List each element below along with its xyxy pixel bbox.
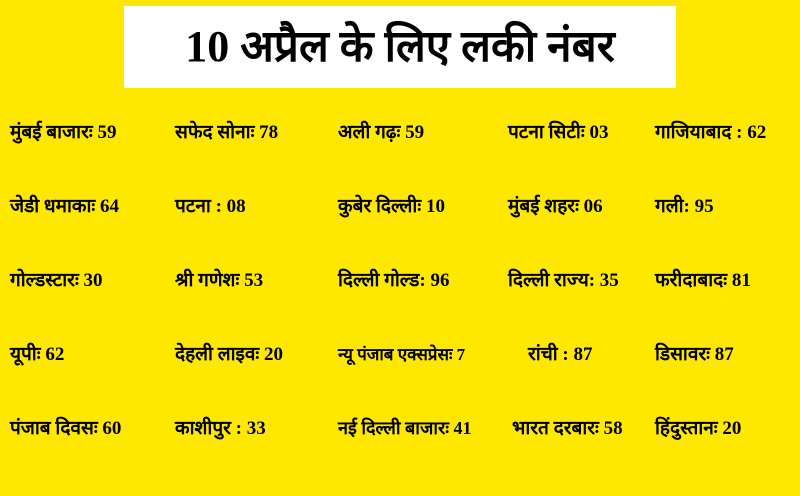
result-label: पंजाब दिवसः (10, 417, 98, 439)
result-value: 96 (430, 269, 450, 291)
result-value: 87 (714, 343, 734, 365)
result-label: गाजियाबाद : (655, 121, 743, 143)
result-label: मुंबई शहरः (508, 195, 579, 217)
result-label: गोल्डस्टारः (10, 269, 79, 291)
result-cell (528, 344, 593, 367)
title-banner (124, 6, 676, 88)
result-value: 06 (583, 195, 603, 217)
result-cell (338, 122, 424, 145)
result-value: 7 (456, 344, 466, 364)
result-cell (655, 344, 734, 367)
result-label: यूपीः (10, 343, 41, 365)
result-cell (10, 270, 103, 293)
result-cell (338, 345, 465, 365)
result-value: 81 (731, 269, 751, 291)
result-label: नई दिल्ली बाजारः (338, 418, 449, 439)
result-value: 30 (83, 269, 103, 291)
table-row (0, 244, 800, 318)
result-label: देहली लाइवः (175, 343, 260, 365)
result-cell (175, 122, 278, 145)
table-row (0, 318, 800, 392)
result-cell (655, 196, 714, 219)
result-cell (655, 270, 751, 293)
result-value: 35 (599, 269, 619, 291)
result-cell (10, 196, 119, 219)
result-cell (175, 270, 263, 293)
result-label: दिल्ली राज्य: (508, 269, 596, 291)
result-value: 62 (45, 343, 65, 365)
table-row (0, 170, 800, 244)
result-value: 59 (405, 121, 425, 143)
page-title: 10 अप्रैल के लिए लकी नंबर (185, 21, 615, 71)
result-value: 78 (259, 121, 279, 143)
result-cell (338, 196, 445, 219)
result-label: जेडी धमाकाः (10, 195, 96, 217)
result-cell (10, 122, 116, 145)
result-cell (175, 418, 266, 441)
result-cell (508, 270, 619, 293)
result-label: दिल्ली गोल्ड: (338, 269, 426, 291)
result-value: 59 (97, 121, 117, 143)
result-value: 33 (246, 417, 266, 439)
result-value: 08 (226, 195, 246, 217)
result-label: गली: (655, 195, 690, 217)
result-value: 62 (747, 121, 767, 143)
result-cell (338, 418, 472, 440)
result-value: 53 (244, 269, 264, 291)
result-cell (655, 418, 741, 441)
result-value: 41 (453, 418, 472, 439)
table-row (0, 96, 800, 170)
result-label: रांची : (528, 343, 569, 365)
result-cell (508, 196, 603, 219)
result-value: 87 (573, 343, 593, 365)
result-label: पटना : (175, 195, 222, 217)
result-cell (655, 122, 766, 145)
result-value: 20 (722, 417, 742, 439)
result-label: डिसावरः (655, 343, 711, 365)
result-value: 10 (425, 195, 445, 217)
result-label: पटना सिटीः (508, 121, 585, 143)
result-value: 20 (264, 343, 284, 365)
result-cell (175, 196, 246, 219)
result-cell (508, 122, 608, 145)
result-label: सफेद सोनाः (175, 121, 255, 143)
result-cell (10, 344, 64, 367)
result-label: भारत दरबारः (512, 417, 599, 439)
result-label: अली गढ़ः (338, 121, 401, 143)
result-value: 03 (589, 121, 609, 143)
result-label: मुंबई बाजारः (10, 121, 93, 143)
result-label: श्री गणेशः (175, 269, 240, 291)
result-cell (338, 270, 450, 293)
result-value: 58 (603, 417, 623, 439)
table-row (0, 392, 800, 466)
result-label: फरीदाबादः (655, 269, 728, 291)
result-cell (512, 418, 623, 441)
result-label: न्यू पंजाब एक्सप्रेसः (338, 344, 453, 364)
result-label: कुबेर दिल्लीः (338, 195, 422, 217)
results-grid (0, 96, 800, 496)
result-cell (10, 418, 121, 441)
result-label: हिंदुस्तानः (655, 417, 718, 439)
result-cell (175, 344, 283, 367)
result-label: काशीपुर : (175, 417, 242, 439)
result-value: 60 (102, 417, 122, 439)
result-value: 95 (694, 195, 714, 217)
result-value: 64 (100, 195, 120, 217)
